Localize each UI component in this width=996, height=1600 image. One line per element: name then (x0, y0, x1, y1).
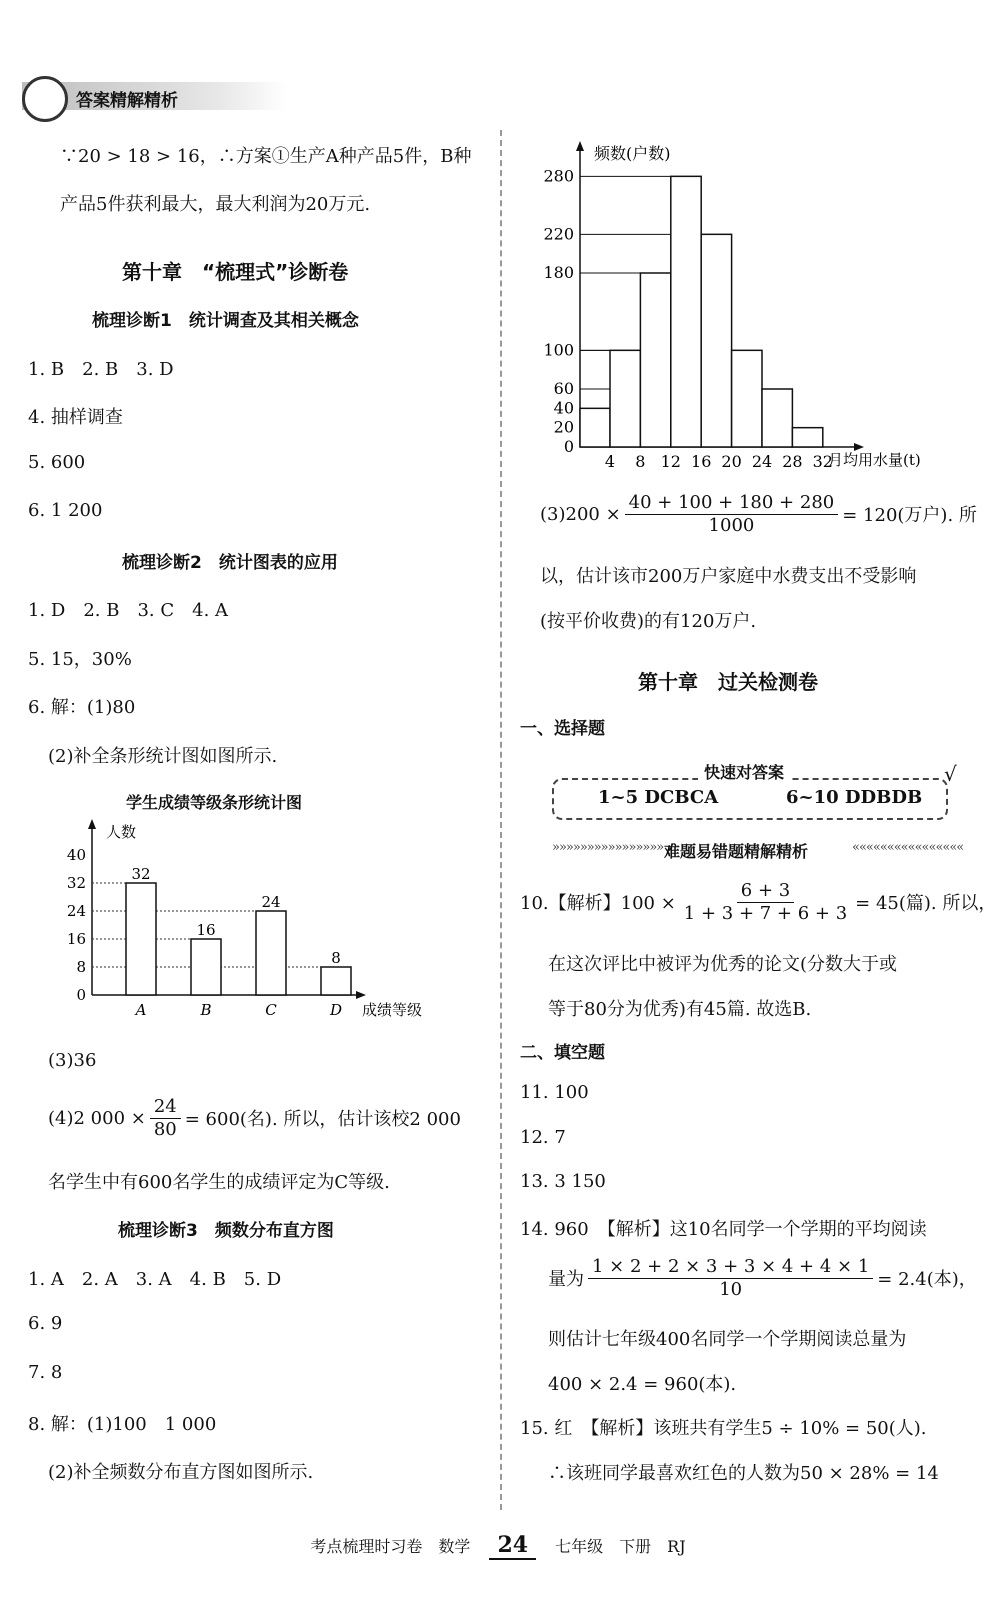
bar-B (191, 939, 221, 995)
bar-8-12 (640, 273, 670, 447)
bar-20-24 (732, 350, 762, 447)
denominator: 1 + 3 + 7 + 6 + 3 (683, 902, 848, 924)
data-label: 24 (261, 893, 281, 911)
y-tick-label: 8 (76, 958, 86, 976)
fraction (680, 880, 851, 924)
x-axis-arrow (356, 991, 366, 999)
column-divider (500, 130, 502, 1510)
y-tick-label: 60 (553, 379, 574, 398)
bar-C (256, 911, 286, 995)
y-tick-label: 40 (553, 398, 574, 418)
answer-line: 1. D 2. B 3. C 4. A (28, 600, 229, 621)
answer-line: 以，估计该市200万户家庭中水费支出不受影响 (540, 566, 917, 587)
answer-line: 6. 1 200 (28, 500, 103, 521)
text: = 120(万户). 所 (842, 505, 977, 527)
section-title: 梳理诊断3 频数分布直方图 (118, 1221, 334, 1241)
y-axis-label: 人数 (106, 823, 137, 841)
decoration-arrows-right: «««««««««««««««« (852, 840, 964, 855)
section-title: 二、填空题 (520, 1043, 605, 1063)
answer-line: (2)补全条形统计图如图所示. (48, 746, 278, 767)
answer-line: 在这次评比中被评为优秀的论文(分数大于或 (548, 954, 898, 975)
denominator: 10 (719, 1278, 743, 1300)
answer-line: 名学生中有600名学生的成绩评定为C等级. (48, 1172, 390, 1193)
quick-answer-1-5: 1~5 DCBCA (598, 787, 719, 808)
chart1-title: 学生成绩等级条形统计图 (126, 793, 303, 812)
x-axis-label: 月均用水量(t) (828, 451, 921, 469)
answer-line: 1. B 2. B 3. D (28, 359, 174, 380)
answer-fraction-line (548, 1256, 977, 1300)
answer-line: 4. 抽样调查 (28, 407, 123, 428)
x-tick-label: B (200, 1001, 212, 1019)
decoration-arrows-left: »»»»»»»»»»»»»»»» (552, 840, 664, 855)
x-tick-label: A (135, 1001, 147, 1019)
answer-fraction-line (520, 880, 996, 924)
section-title: 梳理诊断2 统计图表的应用 (122, 553, 338, 573)
bar-A (126, 883, 156, 995)
footer-grade: 七年级 下册 RJ (555, 1537, 686, 1556)
bar-16-20 (701, 234, 731, 447)
x-tick-label: C (265, 1001, 277, 1019)
answer-line: 等于80分为优秀)有45篇. 故选B. (548, 999, 812, 1020)
x-tick-label: D (329, 1001, 343, 1019)
numerator: 24 (150, 1096, 181, 1119)
y-tick-label: 40 (66, 846, 86, 864)
bar-4-8 (610, 350, 640, 447)
answer-line: 5. 600 (28, 452, 86, 473)
bar-partial (580, 408, 610, 447)
answer-line: 6. 9 (28, 1313, 63, 1334)
x-tick-label: 32 (812, 452, 833, 471)
answer-line: 400 × 2.4 = 960(本). (548, 1374, 737, 1395)
y-tick-label: 0 (563, 437, 574, 456)
y-tick-label: 220 (543, 224, 574, 244)
y-tick-label: 24 (66, 902, 86, 920)
x-tick-label: 4 (604, 452, 616, 471)
fraction (625, 492, 839, 536)
page-footer (0, 1532, 996, 1560)
text: (3)200 × (540, 503, 621, 525)
denominator: 80 (153, 1118, 177, 1140)
x-tick-label: 28 (782, 452, 803, 471)
answer-line: 13. 3 150 (520, 1171, 606, 1192)
y-axis-arrow (88, 819, 96, 829)
x-tick-label: 24 (751, 452, 773, 471)
y-axis-label: 频数(户数) (594, 144, 671, 163)
x-axis-label: 成绩等级 (362, 1001, 423, 1019)
answer-line: 14. 960 【解析】这10名同学一个学期的平均阅读 (520, 1219, 927, 1240)
text-line: 产品5件获利最大，最大利润为20万元. (60, 194, 371, 215)
text: 10.【解析】100 × (520, 893, 676, 915)
bar-12-16 (671, 176, 701, 447)
data-label: 8 (331, 949, 341, 967)
x-tick-label: 16 (691, 452, 712, 471)
answer-line: 则估计七年级400名同学一个学期阅读总量为 (548, 1329, 907, 1350)
data-label: 16 (196, 921, 216, 939)
fraction (588, 1256, 873, 1300)
numerator: 6 + 3 (737, 880, 794, 903)
section-title: 梳理诊断1 统计调查及其相关概念 (92, 311, 359, 331)
answer-line: 7. 8 (28, 1362, 63, 1383)
answer-line: 12. 7 (520, 1127, 566, 1148)
answer-line: 6. 解：(1)80 (28, 697, 136, 718)
data-label: 32 (131, 865, 151, 883)
text-line: ∵20 > 18 > 16，∴方案①生产A种产品5件，B种 (60, 146, 472, 167)
answer-line: ∴该班同学最喜欢红色的人数为50 × 28% = 14 (548, 1463, 939, 1484)
y-axis-arrow (576, 141, 584, 151)
y-tick-label: 280 (543, 166, 574, 186)
answer-fraction-line (48, 1096, 461, 1140)
text: (4)2 000 × (48, 1107, 146, 1129)
quick-answer-6-10: 6~10 DDBDB (786, 787, 923, 808)
answer-line: (3)36 (48, 1050, 97, 1071)
y-tick-label: 100 (543, 340, 574, 360)
answer-line: 11. 100 (520, 1082, 589, 1103)
numerator: 1 × 2 + 2 × 3 + 3 × 4 + 4 × 1 (588, 1256, 873, 1279)
answer-line: 5. 15，30% (28, 649, 132, 670)
page-number: 24 (489, 1532, 536, 1560)
water-usage-histogram (530, 135, 980, 485)
answer-line: 8. 解：(1)100 1 000 (28, 1414, 217, 1435)
x-tick-label: 12 (660, 452, 681, 471)
bar-24-28 (762, 389, 792, 447)
y-tick-label: 0 (76, 986, 86, 1004)
denominator: 1000 (708, 514, 755, 536)
quick-answer-title: 快速对答案 (698, 760, 790, 783)
grade-bar-chart (40, 815, 460, 1030)
numerator: 40 + 100 + 180 + 280 (625, 492, 839, 515)
header-title: 答案精解精析 (76, 91, 178, 111)
bar-28-32 (792, 428, 822, 447)
answer-fraction-line (540, 492, 977, 536)
publisher-logo (22, 76, 68, 122)
y-tick-label: 180 (543, 263, 574, 282)
section-title: 一、选择题 (520, 719, 605, 739)
y-tick-label: 20 (553, 417, 574, 437)
x-tick-label: 8 (635, 452, 646, 471)
x-axis-arrow (854, 443, 864, 451)
text: = 45(篇). 所以， (855, 893, 996, 915)
chapter-title: 第十章 “梳理式”诊断卷 (122, 260, 349, 284)
y-tick-label: 16 (66, 930, 86, 948)
y-tick-label: 32 (66, 874, 86, 892)
x-tick-label: 20 (721, 452, 742, 471)
answer-line: (按平价收费)的有120万户. (540, 611, 757, 632)
text: = 2.4(本)， (877, 1269, 977, 1291)
chapter-title: 第十章 过关检测卷 (638, 670, 818, 694)
hard-problems-title: 难题易错题精解精析 (664, 842, 809, 861)
bar-D (321, 967, 351, 995)
answer-line: 1. A 2. A 3. A 4. B 5. D (28, 1269, 282, 1290)
answer-line: (2)补全频数分布直方图如图所示. (48, 1462, 314, 1483)
answer-line: 15. 红 【解析】该班共有学生5 ÷ 10% = 50(人). (520, 1418, 927, 1439)
fraction (150, 1096, 181, 1140)
check-icon: √ (944, 762, 957, 786)
footer-book: 考点梳理时习卷 数学 (310, 1537, 471, 1556)
text: = 600(名). 所以，估计该校2 000 (184, 1109, 461, 1131)
text: 量为 (548, 1269, 584, 1291)
